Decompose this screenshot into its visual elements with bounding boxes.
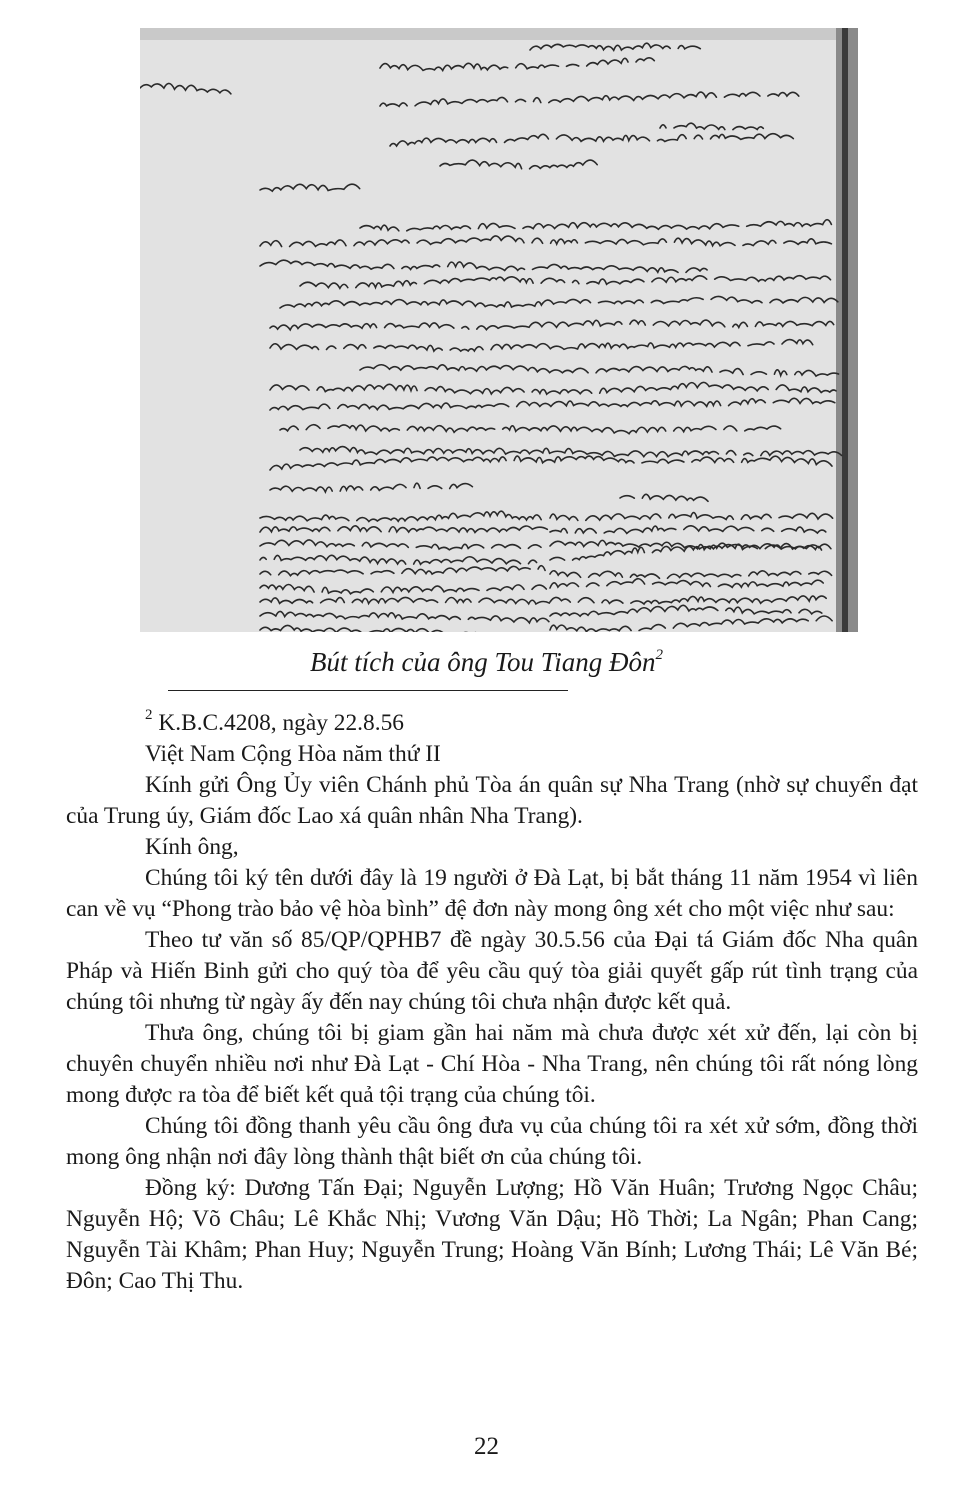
page-number: 22 [474, 1433, 499, 1460]
paragraph-document-reference: Theo tư văn số 85/QP/QPHB7 đề ngày 30.5.56 của Đại tá Giám đốc Nha quân Pháp và Hiến Binh gửi cho quý tòa để yêu cầu quý tòa giải quyết gấp rút tình trạng của chúng tôi nhưng từ ngày ấy đến nay chúng tôi chưa nhận được kết quả. [66, 926, 918, 1015]
paragraph-cosigners: Đồng ký: Dương Tấn Đại; Nguyễn Lượng; Hồ Văn Huân; Trương Ngọc Châu; Nguyễn Hộ; Võ Châu; Lê Khắc Nhị; Vương Văn Dậu; Hồ Thời; La Ngân; Phan Cang; Nguyễn Tài Khâm; Phan Huy; Nguyễn Trung; Hoàng Văn Bính; Lương Thái; Lê Văn Bé; Đôn; Cao Thị Thu. [66, 1174, 918, 1294]
footnote-divider [168, 690, 568, 691]
paragraph-detention: Thưa ông, chúng tôi bị giam gần hai năm mà chưa được xét xử đến, lại còn bị chuyên chuyển nhiều nơi như Đà Lạt - Chí Hòa - Nha Trang, nên chúng tôi rất nóng lòng mong được ra tòa để biết kết quả tội trạng của chúng tôi. [66, 1019, 918, 1108]
footnote-ref: K.B.C.4208, ngày 22.8.56 [158, 709, 404, 736]
caption-footnote-marker: 2 [655, 647, 664, 663]
footnote-reference-line [66, 702, 918, 739]
footnote-marker: 2 [145, 707, 153, 723]
paragraph-request: Chúng tôi đồng thanh yêu cầu ông đưa vụ của chúng tôi ra xét xử sớm, đồng thời mong ông nhận nơi đây lòng thành thật biết ơn của chúng tôi. [66, 1112, 918, 1170]
paragraph-salutation: Kính ông, [145, 833, 239, 860]
paragraph-republic-year: Việt Nam Cộng Hòa năm thứ II [145, 740, 441, 767]
paragraph-addressee: Kính gửi Ông Ủy viên Chánh phủ Tòa án quân sự Nha Trang (nhờ sự chuyển đạt của Trung úy, Giám đốc Lao xá quân nhân Nha Trang). [66, 771, 918, 829]
footnote-body [66, 702, 918, 1297]
handwritten-letter-image [140, 28, 858, 632]
caption-text: Bút tích của ông Tou Tiang Đôn [309, 647, 656, 677]
handwriting-illustration [140, 28, 858, 632]
figure-caption [0, 640, 973, 679]
paragraph-petition-intro: Chúng tôi ký tên dưới đây là 19 người ở Đà Lạt, bị bắt tháng 11 năm 1954 vì liên can về vụ “Phong trào bảo vệ hòa bình” đệ đơn này mong ông xét cho một việc như sau: [66, 864, 918, 922]
